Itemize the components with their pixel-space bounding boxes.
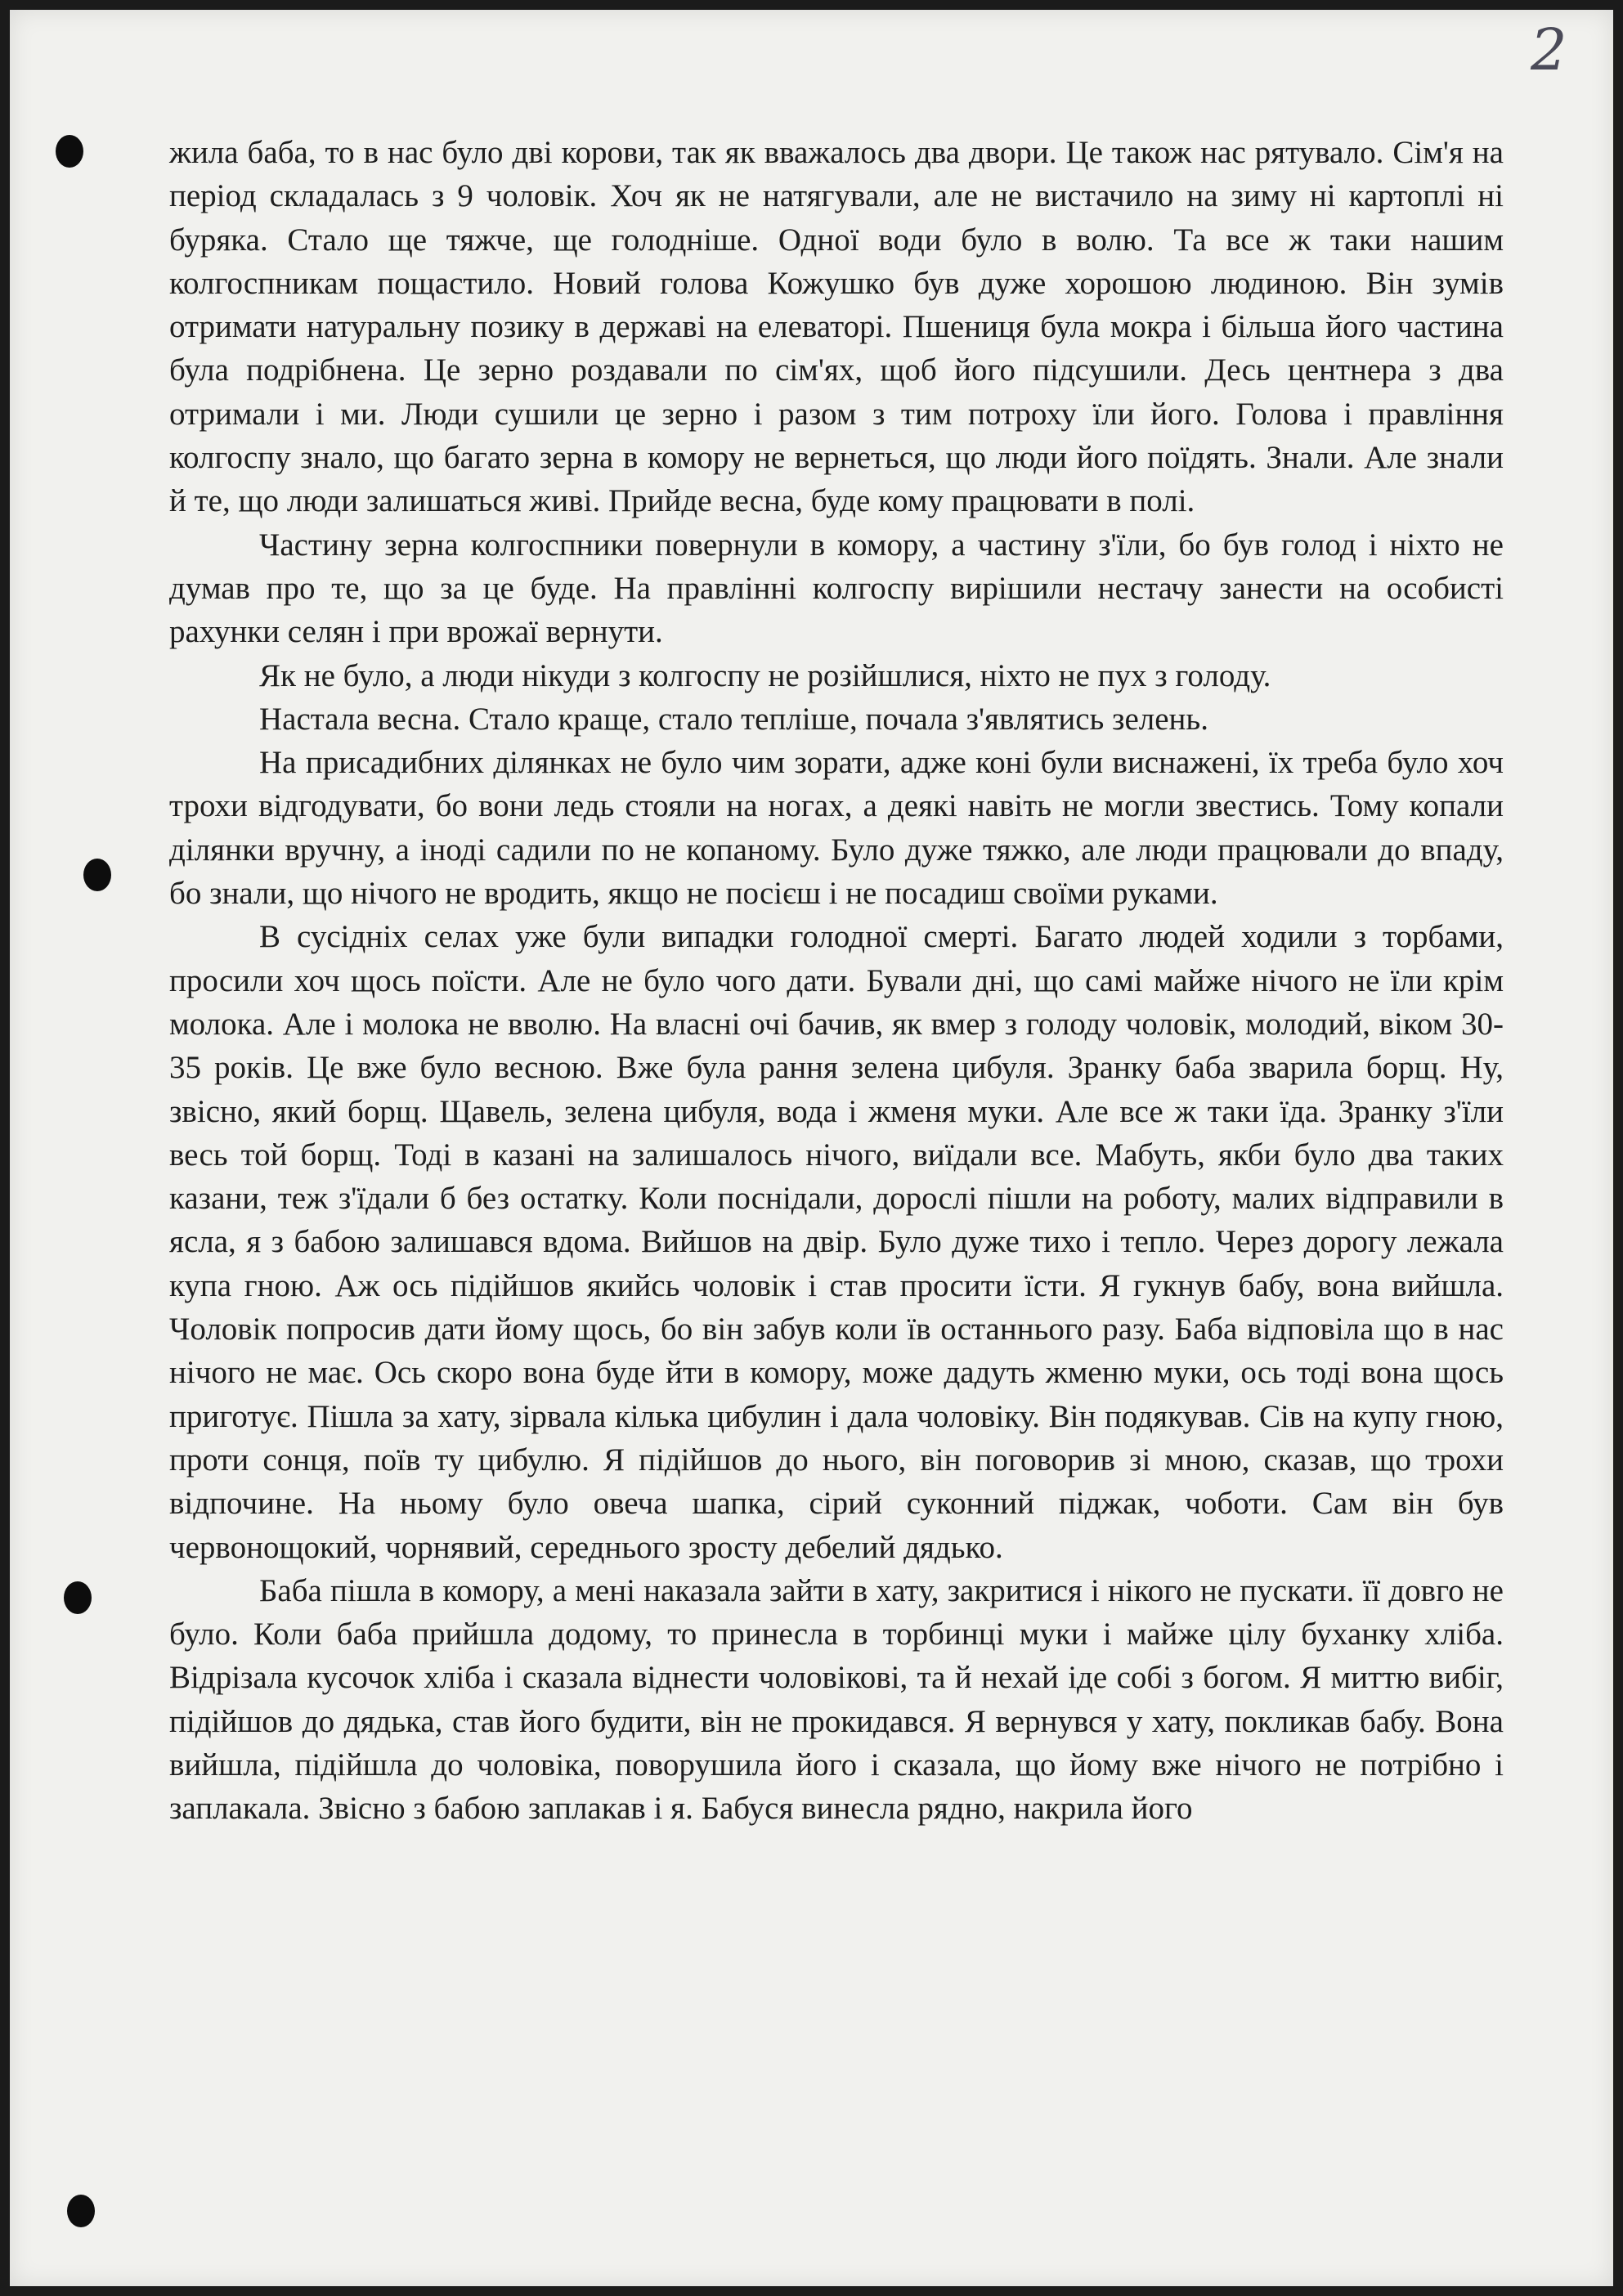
document-page: [10, 10, 1613, 2286]
paragraph: жила баба, то в нас було дві корови, так як вважалось два двори. Це також нас рятувало. Сім'я на період складалась з 9 чоловік. Хоч як не натягували, але не вистачило на зиму ні картоплі ні буряка. Стало ще тяжче, ще голодніше. Одної води було в волю. Та все ж таки нашим колгоспникам пощастило. Новий голова Кожушко був дуже хорошою людиною. Він зумів отримати натуральну позику в державі на елеваторі. Пшениця була мокра і більша його частина була подрібнена. Це зерно роздавали по сім'ях, щоб його підсушили. Десь центнера з два отримали і ми. Люди сушили це зерно і разом з тим потроху їли його. Голова і правління колгоспу знало, що багато зерна в комору не вернеться, що люди його поїдять. Знали. Але знали й те, що люди залишаться живі. Прийде весна, буде кому працювати в полі.: [169, 135, 1504, 519]
paragraph: В сусідніх селах уже були випадки голодної смерті. Багато людей ходили з торбами, просили хоч щось поїсти. Але не було чого дати. Бували дні, що самі майже нічого не їли крім молока. Але і молока не вволю. На власні очі бачив, як вмер з голоду чоловік, молодий, віком 30-35 років. Це вже було весною. Вже була рання зелена цибуля. Зранку баба зварила борщ. Ну, звісно, який борщ. Щавель, зелена цибуля, вода і жменя муки. Але все ж таки їда. Зранку з'їли весь той борщ. Тоді в казані на залишалось нічого, виїдали все. Мабуть, якби було два таких казани, теж з'їдали б без остатку. Коли поснідали, дорослі пішли на роботу, малих відправили в ясла, я з бабою залишався вдома. Вийшов на двір. Було дуже тихо і тепло. Через дорогу лежала купа гною. Аж ось підійшов якийсь чоловік і став просити їсти. Я гукнув бабу, вона вийшла. Чоловік попросив дати йому щось, бо він забув коли їв останнього разу. Баба відповіла що в нас нічого не має. Ось скоро вона буде йти в комору, може дадуть жменю муки, ось тоді вона щось приготує. Пішла за хату, зірвала кілька цибулин і дала чоловіку. Він подякував. Сів на купу гною, проти сонця, поїв ту цибулю. Я підійшов до нього, він поговорив зі мною, сказав, що трохи відпочине. На ньому було овеча шапка, сірий суконний піджак, чоботи. Сам він був червонощокий, чорнявий, середнього зросту дебелий дядько.: [169, 919, 1504, 1565]
document-body: [169, 131, 1504, 1831]
paragraph: Як не було, а люди нікуди з колгоспу не розійшлися, ніхто не пух з голоду.: [259, 657, 1271, 693]
paragraph: Частину зерна колгоспники повернули в комору, а частину з'їли, бо був голод і ніхто не думав про те, що за це буде. На правлінні колгоспу вирішили нестачу занести на особисті рахунки селян і при врожаї вернути.: [169, 527, 1504, 650]
paragraph: На присадибних ділянках не було чим зорати, адже коні були виснажені, їх треба було хоч трохи відгодувати, бо вони ледь стояли на ногах, а деякі навіть не могли звестись. Тому копали ділянки вручну, а іноді садили по не копаному. Було дуже тяжко, але люди працювали до впаду, бо знали, що нічого не вродить, якщо не посієш і не посадиш своїми руками.: [169, 745, 1504, 912]
punch-hole: [83, 859, 111, 891]
paragraph: Настала весна. Стало краще, стало тепліше, почала з'являтись зелень.: [259, 701, 1208, 737]
punch-hole: [64, 1581, 92, 1614]
punch-hole: [56, 135, 83, 168]
paragraph: Баба пішла в комору, а мені наказала зайти в хату, закритися і нікого не пускати. її довго не було. Коли баба прийшла додому, то принесла в торбинці муки і майже цілу буханку хліба. Відрізала кусочок хліба і сказала віднести чоловікові, та й нехай іде собі з богом. Я миттю вибіг, підійшов до дядька, став його будити, він не прокидався. Я вернувся у хату, покликав бабу. Вона вийшла, підійшла до чоловіка, поворушила його і сказала, що йому вже нічого не потрібно і заплакала. Звісно з бабою заплакав і я. Бабуся винесла рядно, накрила його: [169, 1572, 1504, 1827]
page-number: 2: [1531, 16, 1567, 83]
punch-hole: [67, 2195, 95, 2227]
